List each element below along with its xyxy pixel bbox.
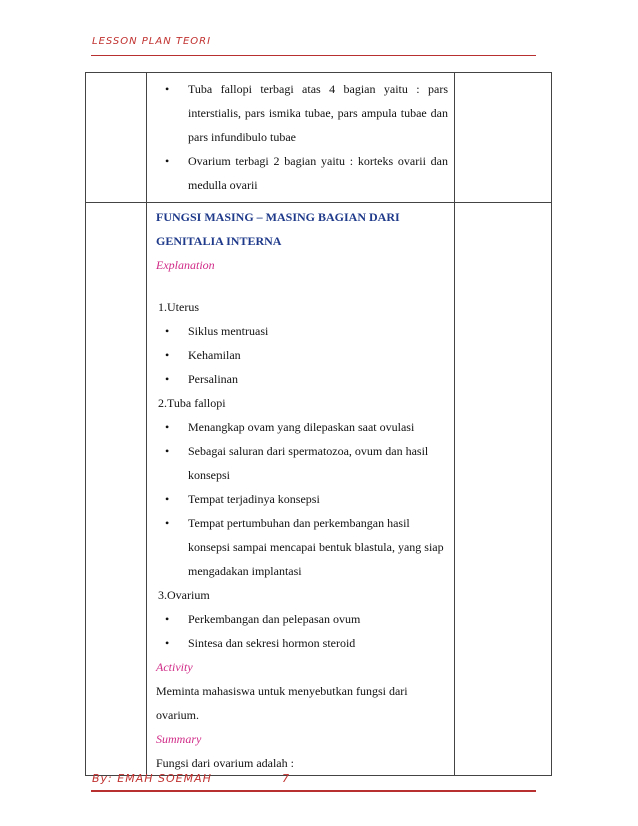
left-cell <box>86 73 147 203</box>
activity-label: Activity <box>156 660 193 674</box>
structure-bullet-list <box>156 77 448 197</box>
header-rule <box>91 55 536 56</box>
uterus-list <box>156 319 448 391</box>
footer-author: By: EMAH SOEMAH <box>92 772 212 785</box>
tuba-list <box>156 415 448 583</box>
lesson-table <box>85 72 552 776</box>
page-header-title: LESSON PLAN TEORI <box>92 36 212 47</box>
list-item: • Menangkap ovam yang dilepaskan saat ovulasi <box>188 415 448 439</box>
footer-rule <box>91 790 536 792</box>
summary-text: Fungsi dari ovarium adalah : <box>156 756 294 770</box>
list-item: • Ovarium terbagi 2 bagian yaitu : korteks ovarii dan medulla ovarii <box>188 149 448 197</box>
table-row <box>86 73 552 203</box>
list-item: • Tuba fallopi terbagi atas 4 bagian yaitu : pars interstialis, pars ismika tubae, pars ampula tubae dan pars infundibulo tubae <box>188 77 448 149</box>
list-item: • Tempat pertumbuhan dan perkembangan hasil konsepsi sampai mencapai bentuk blastula, yang siap mengadakan implantasi <box>188 511 448 583</box>
list-item: • Persalinan <box>188 367 448 391</box>
summary-label: Summary <box>156 732 202 746</box>
list-item: • Perkembangan dan pelepasan ovum <box>188 607 448 631</box>
left-cell <box>86 203 147 776</box>
uterus-title: 1.Uterus <box>158 300 199 314</box>
content-cell <box>147 73 455 203</box>
table-row <box>86 203 552 776</box>
explanation-label: Explanation <box>156 258 215 272</box>
ovarium-list <box>156 607 448 655</box>
page-number: 7 <box>282 772 290 785</box>
list-item: • Kehamilan <box>188 343 448 367</box>
right-cell <box>455 73 552 203</box>
activity-text: Meminta mahasiswa untuk menyebutkan fungsi dari ovarium. <box>156 684 408 722</box>
list-item: • Sebagai saluran dari spermatozoa, ovum dan hasil konsepsi <box>188 439 448 487</box>
list-item: • Tempat terjadinya konsepsi <box>188 487 448 511</box>
ovarium-title: 3.Ovarium <box>158 588 210 602</box>
right-cell <box>455 203 552 776</box>
page-footer <box>92 772 290 785</box>
list-item: • Sintesa dan sekresi hormon steroid <box>188 631 448 655</box>
content-cell <box>147 203 455 776</box>
list-item: • Siklus mentruasi <box>188 319 448 343</box>
tuba-title: 2.Tuba fallopi <box>158 396 226 410</box>
section-heading: FUNGSI MASING – MASING BAGIAN DARI GENITALIA INTERNA <box>156 210 400 248</box>
